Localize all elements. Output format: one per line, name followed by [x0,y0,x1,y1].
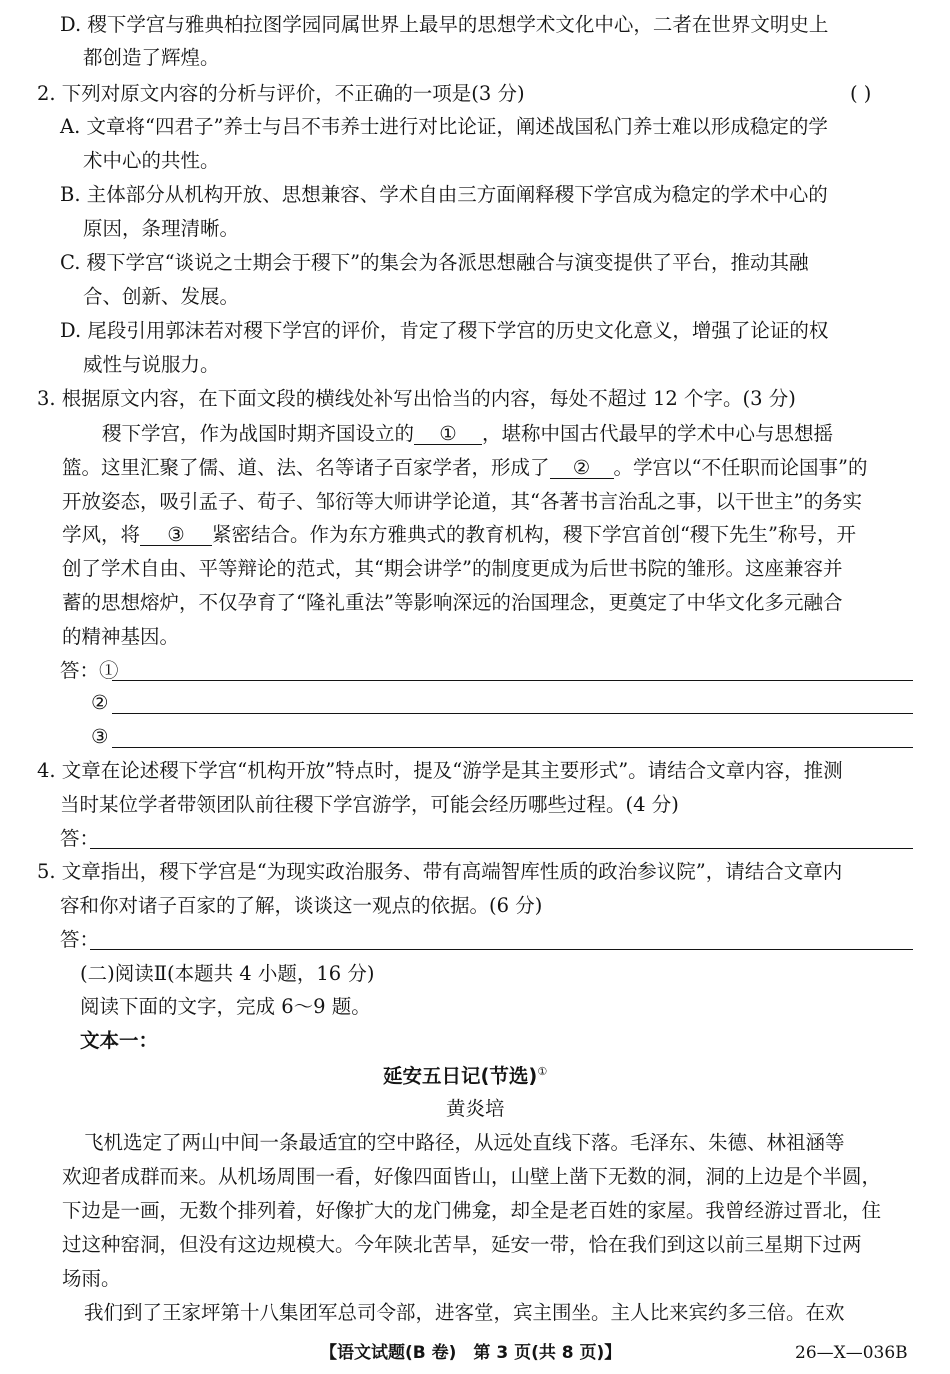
q2-option-a-line2: 术中心的共性。 [83,149,220,172]
q3-passage-text: ，堪称中国古代最早的学术中心与思想摇 [482,422,834,445]
q3-answer-line-2[interactable] [112,713,913,714]
q2-option-b-line1: B. 主体部分从机构开放、思想兼容、学术自由三方面阐释稷下学宫成为稳定的学术中心的 [60,183,828,206]
article-p1-line3: 下边是一画，无数个排列着，好像扩大的龙门佛龛，却全是老百姓的家屋。我曾经游过晋北，住 [62,1199,882,1222]
q2-option-c-line2: 合、创新、发展。 [83,285,240,308]
q3-passage-line7: 的精神基因。 [62,625,180,648]
q2-option-a-line1: A. 文章将“四君子”养士与吕不韦养士进行对比论证，阐述战国私门养士难以形成稳定的学 [60,115,828,138]
q3-blank-1[interactable]: ① [414,424,482,445]
article-p2-line1: 我们到了王家坪第十八集团军总司令部，进客堂，宾主围坐。主人比来宾约多三倍。在欢 [84,1301,845,1324]
q3-passage-text: 学风，将 [62,523,141,546]
q3-answer-mark-3: ③ [91,725,109,748]
q5-answer-label: 答： [60,928,100,951]
q3-passage-line2 [62,458,867,479]
q2-option-d-line1: D. 尾段引用郭沫若对稷下学宫的评价，肯定了稷下学宫的历史文化意义，增强了论证的权 [60,319,829,342]
q3-answer-label [60,661,119,681]
q4-stem-line1: 4. 文章在论述稷下学宫“机构开放”特点时，提及“游学是其主要形式”。请结合文章内容，推测 [37,759,843,782]
q3-blank-3[interactable]: ③ [140,525,212,546]
article-title [383,1066,547,1086]
q3-answer-mark-2: ② [91,691,109,714]
q3-answer-line-1[interactable] [112,680,913,681]
q4-answer-label: 答： [60,827,100,850]
q3-passage-line6: 蓄的思想熔炉，不仅孕育了“隆礼重法”等影响深远的治国理念，更奠定了中华文化多元融合 [62,591,843,614]
q4-answer-line[interactable] [90,848,913,849]
q1-option-d-line1: D. 稷下学宫与雅典柏拉图学园同属世界上最早的思想学术文化中心，二者在世界文明史上 [60,13,829,36]
article-author: 黄炎培 [446,1097,505,1120]
page-footer-label: 【语文试题(B 卷) 第 3 页(共 8 页)】 [320,1343,622,1363]
q2-stem: 2. 下列对原文内容的分析与评价，不正确的一项是(3 分) [37,82,525,105]
q3-passage-line3: 开放姿态，吸引孟子、荀子、邹衍等大师讲学论道，其“各著书言治乱之事，以干世主”的务实 [62,490,862,513]
q3-answer-prefix: 答： [60,659,100,682]
q3-passage-text: 篮。这里汇聚了儒、道、法、名等诸子百家学者，形成了 [62,456,550,479]
q2-option-c-line1: C. 稷下学宫“谈说之士期会于稷下”的集会为各派思想融合与演变提供了平台，推动其融 [60,251,809,274]
article-p1-line1: 飞机选定了两山中间一条最适宜的空中路径，从远处直线下落。毛泽东、朱德、林祖涵等 [84,1131,845,1154]
q5-stem-line2: 容和你对诸子百家的了解，谈谈这一观点的依据。(6 分) [60,894,543,917]
article-p1-line5: 场雨。 [62,1267,121,1290]
q3-passage-text: 稷下学宫，作为战国时期齐国设立的 [102,422,415,445]
q2-option-d-line2: 威性与说服力。 [83,353,220,376]
q3-blank-2[interactable]: ② [550,458,614,479]
section2-instruction: 阅读下面的文字，完成 6～9 题。 [80,995,371,1018]
footnote-mark: ① [537,1065,548,1078]
q4-stem-line2: 当时某位学者带领团队前往稷下学宫游学，可能会经历哪些过程。(4 分) [60,793,679,816]
text-one-label: 文本一： [80,1029,159,1052]
q3-stem: 3. 根据原文内容，在下面文段的横线处补写出恰当的内容，每处不超过 12 个字。(3 分) [37,387,796,410]
q3-passage-text: 。学宫以“不任职而论国事”的 [613,456,868,479]
q3-answer-mark-1: ① [99,659,119,682]
q3-passage-line1 [102,424,833,445]
section2-heading: (二)阅读Ⅱ(本题共 4 小题，16 分) [80,962,375,985]
q2-option-b-line2: 原因，条理清晰。 [83,217,240,240]
q3-passage-text: 紧密结合。作为东方雅典式的教育机构，稷下学宫首创“稷下先生”称号，开 [212,523,856,546]
q3-answer-line-3[interactable] [112,747,913,748]
q3-passage-line5: 创了学术自由、平等辩论的范式，其“期会讲学”的制度更成为后世书院的雏形。这座兼容并 [62,557,843,580]
article-title-text: 延安五日记(节选) [383,1064,538,1088]
q2-answer-paren[interactable]: ( ) [850,82,872,105]
q3-passage-line4 [62,525,856,546]
article-p1-line2: 欢迎者成群而来。从机场周围一看，好像四面皆山，山壁上凿下无数的洞，洞的上边是个半圆， [62,1165,882,1188]
q1-option-d-line2: 都创造了辉煌。 [83,46,220,69]
q5-answer-line[interactable] [90,949,913,950]
q5-stem-line1: 5. 文章指出，稷下学宫是“为现实政治服务、带有高端智库性质的政治参议院”，请结合文章内 [37,860,843,883]
exam-code: 26—X—036B [795,1343,908,1363]
article-p1-line4: 过这种窑洞，但没有这边规模大。今年陕北苦旱，延安一带，恰在我们到这以前三星期下过两 [62,1233,862,1256]
